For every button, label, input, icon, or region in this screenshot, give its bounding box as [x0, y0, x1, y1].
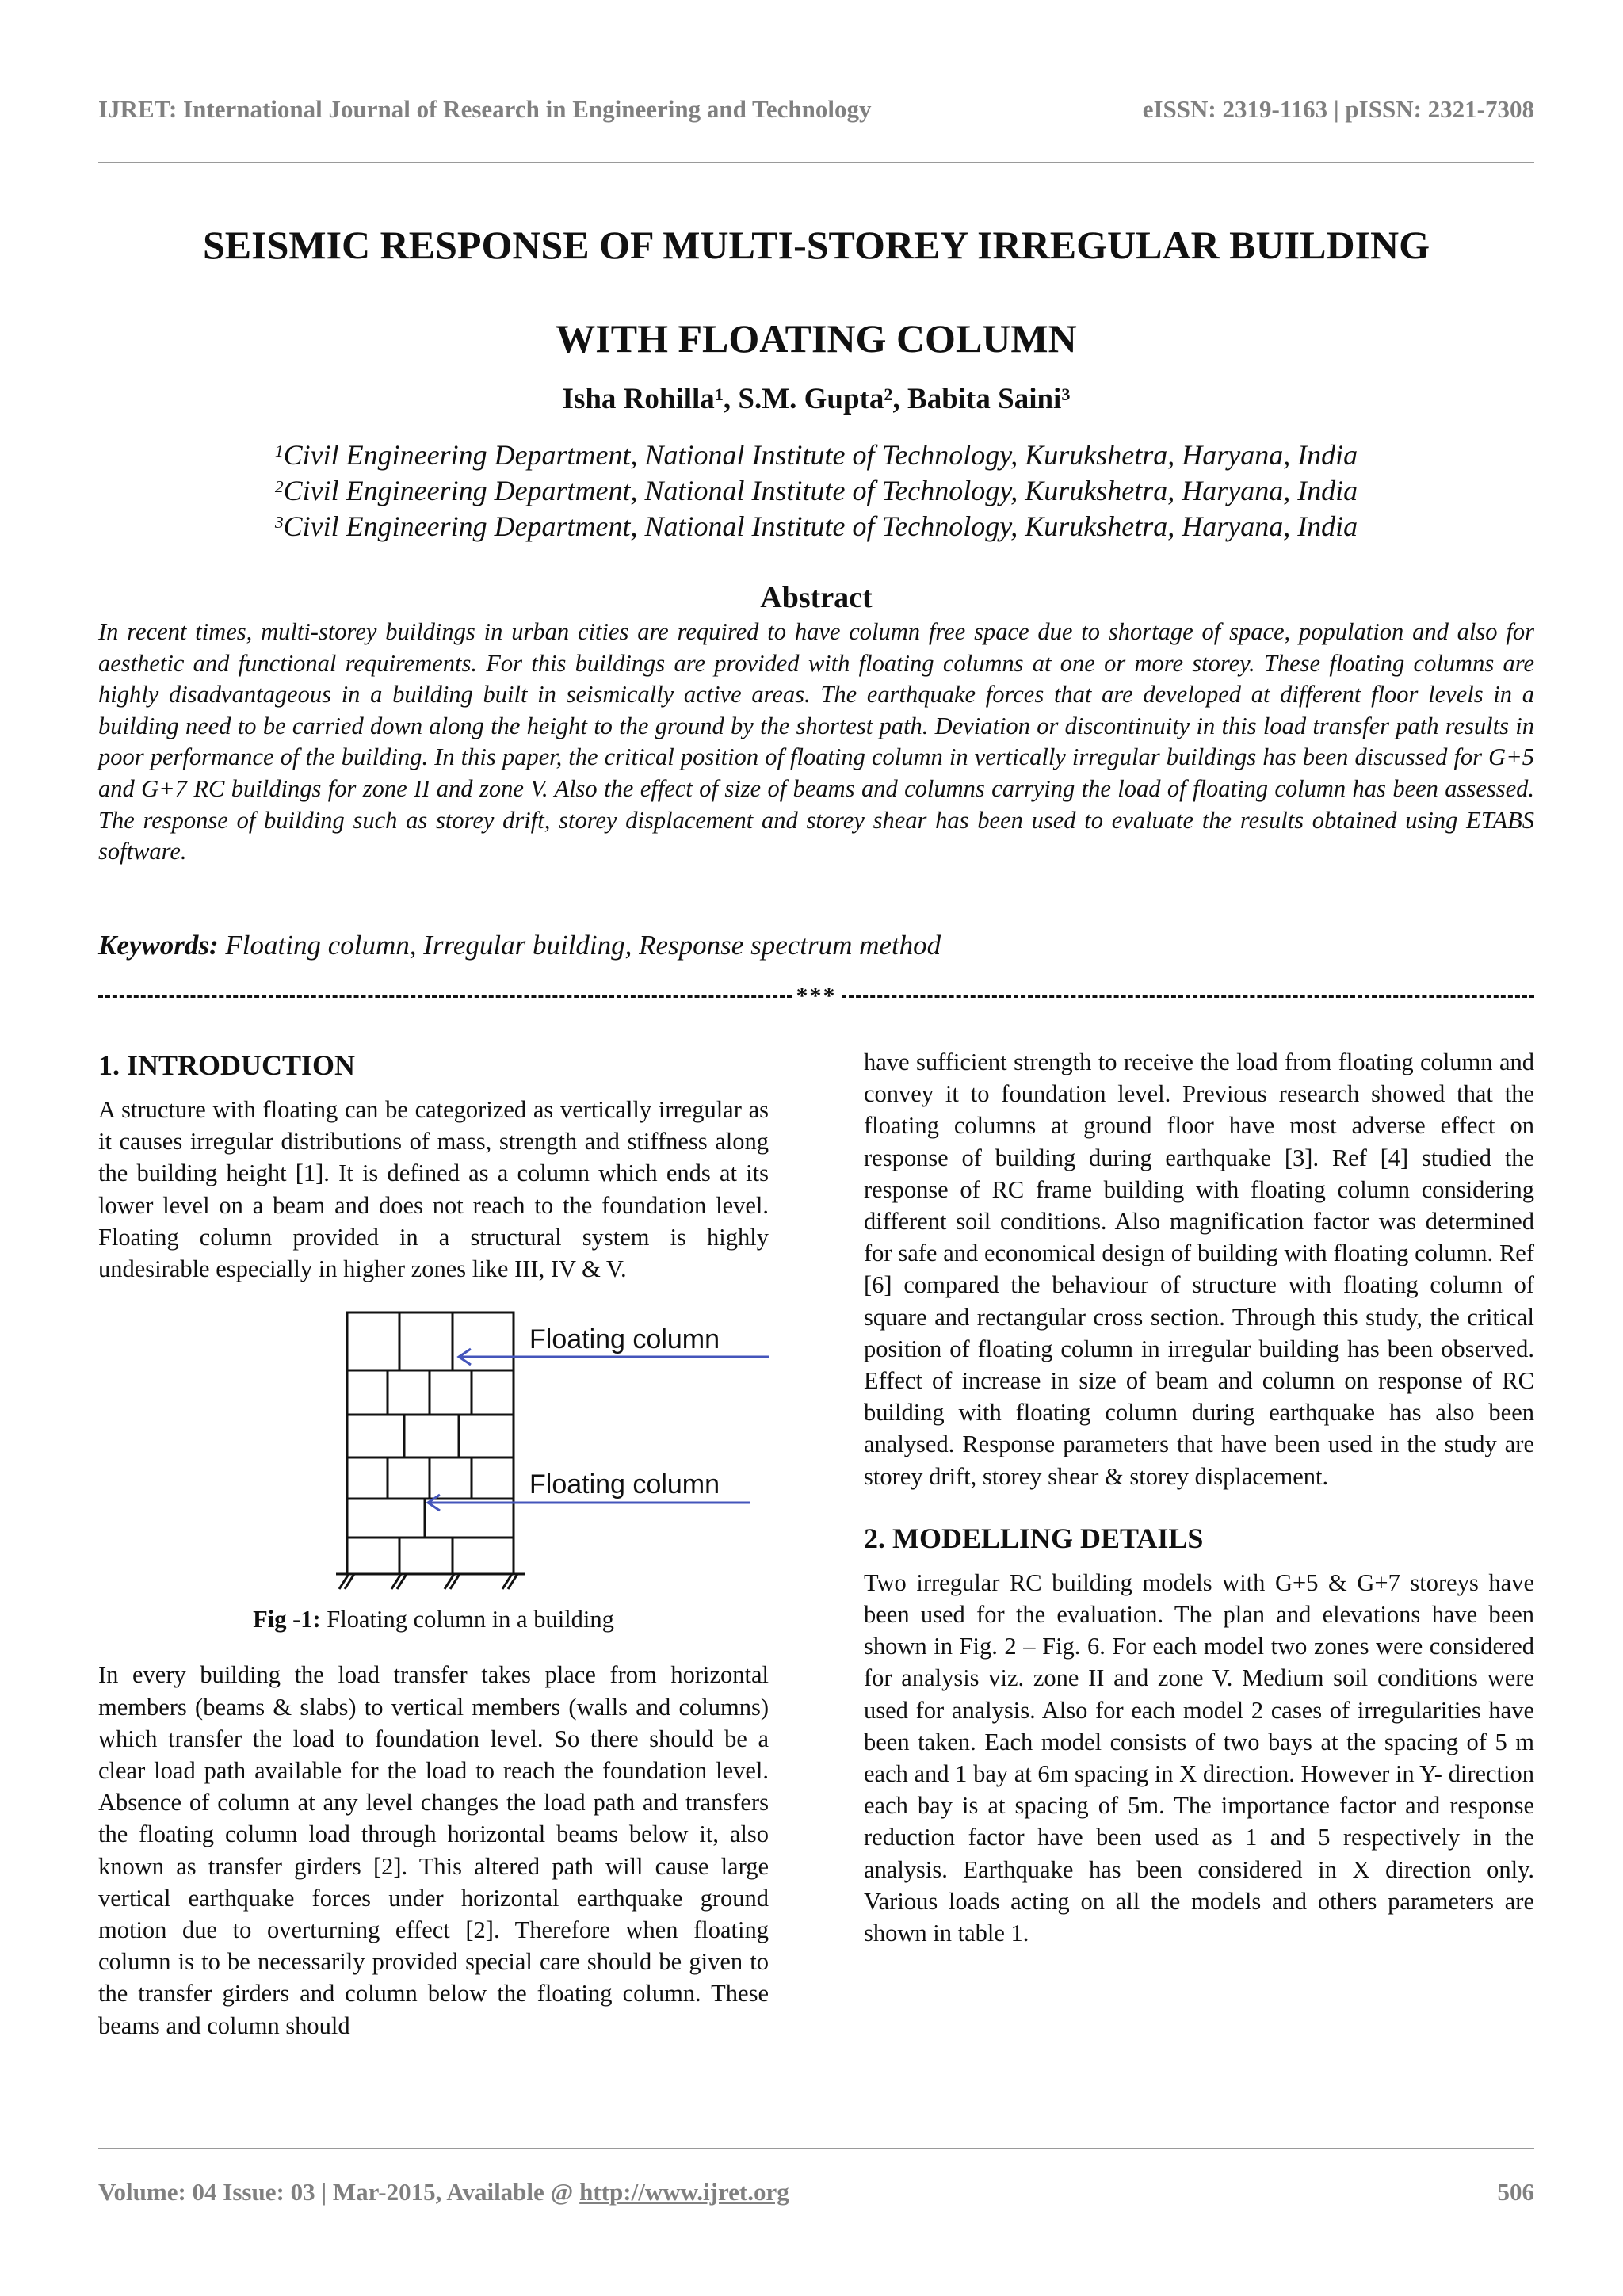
author-1: Isha Rohilla	[562, 383, 715, 415]
label-floating-column-lower: Floating column	[529, 1469, 720, 1500]
author-2-sup: 2	[884, 384, 893, 405]
keywords-text: Floating column, Irregular building, Response spectrum method	[218, 930, 941, 961]
author-2: S.M. Gupta	[738, 383, 884, 415]
floating-column-diagram	[98, 1310, 769, 1602]
introduction-para-3: have sufficient strength to receive the load from floating column and convey it to foundation level. Previous research showed that the floating columns at ground floor have most adverse effect on response of building during earthquake [3]. Ref [4] studied the response of RC frame building with floating column considering different soil conditions. Also magnification factor was determined for safe and economical design of building with floating column. Ref [6] compared the behaviour of structure with floating column of square and rectangular cross section. Through this study, the critical position of floating column in irregular building has been observed. Effect of increase in size of beam and column on response of RC building with floating column during earthquake has also been analysed. Response parameters that have been used in the study are storey drift, storey shear & storey displacement.	[864, 1049, 1534, 1490]
separator-dash-left	[98, 995, 792, 998]
modelling-heading: 2. MODELLING DETAILS	[864, 1522, 1204, 1554]
affiliation-3	[98, 509, 1534, 544]
separator-dash-right	[842, 995, 1535, 998]
header-rule	[98, 162, 1534, 163]
left-column	[98, 1046, 769, 2042]
introduction-heading: 1. INTRODUCTION	[98, 1049, 356, 1081]
affiliation-2-text: Civil Engineering Department, National Institute of Technology, Kurukshetra, Haryana, India	[283, 475, 1358, 506]
building-frame	[347, 1312, 514, 1574]
footer-left	[98, 2178, 789, 2206]
affiliation-1	[98, 437, 1534, 473]
author-1-sup: 1	[714, 384, 724, 405]
affiliation-3-text: Civil Engineering Department, National Institute of Technology, Kurukshetra, Haryana, India	[283, 510, 1358, 542]
author-3-sup: 3	[1061, 384, 1071, 405]
right-column	[864, 1046, 1534, 1949]
title-line-2: WITH FLOATING COLUMN	[556, 316, 1077, 361]
figure-1-caption-label: Fig -1:	[253, 1606, 321, 1633]
title-line-1: SEISMIC RESPONSE OF MULTI-STOREY IRREGULAR BUILDING	[202, 223, 1430, 267]
affiliation-1-sup: 1	[274, 441, 284, 461]
volume-info: Volume: 04 Issue: 03 | Mar-2015, Available @	[98, 2178, 580, 2206]
figure-1	[98, 1310, 769, 1602]
ground-supports	[336, 1574, 525, 1589]
affiliation-1-text: Civil Engineering Department, National Institute of Technology, Kurukshetra, Haryana, India	[283, 439, 1358, 471]
issn: eISSN: 2319-1163 | pISSN: 2321-7308	[1142, 95, 1534, 123]
running-header	[98, 95, 1534, 124]
separator-stars: ***	[796, 983, 837, 1009]
figure-1-caption	[98, 1603, 769, 1635]
introduction-para-2: In every building the load transfer takes place from horizontal members (beams & slabs) to vertical members (walls and columns) which transfer the load to foundation level. So there should be a clear load path available for the load to reach the foundation level. Absence of column at any level changes the load path and transfers the floating column load through horizontal beams below it, also known as transfer girders [2]. This altered path will cause large vertical earthquake forces under horizontal earthquake ground motion due to overturning effect [2]. Therefore when floating column is to be necessarily provided special care should be given to the transfer girders and column below the floating column. These beams and column should	[98, 1661, 769, 2039]
frame-outline	[347, 1312, 514, 1574]
journal-url-link[interactable]: http://www.ijret.org	[579, 2178, 789, 2206]
section-separator	[98, 980, 1534, 1012]
keywords	[98, 930, 1534, 961]
affiliation-2	[98, 473, 1534, 509]
page-number: 506	[1497, 2178, 1534, 2206]
affiliation-2-sup: 2	[274, 477, 284, 497]
journal-name: IJRET: International Journal of Research in Engineering and Technology	[98, 95, 872, 123]
label-floating-column-upper: Floating column	[529, 1324, 720, 1355]
author-3: Babita Saini	[907, 383, 1062, 415]
introduction-para-1: A structure with floating can be categorized as vertically irregular as it causes irregular distributions of mass, strength and stiffness along the building height [1]. It is defined as a column which ends at its lower level on a beam and does not reach to the foundation level. Floating column provided in a structural system is highly undesirable especially in higher zones like III, IV & V.	[98, 1096, 769, 1283]
abstract-heading: Abstract	[760, 581, 873, 614]
figure-1-caption-text: Floating column in a building	[320, 1606, 614, 1633]
footer-rule	[98, 2148, 1534, 2149]
keywords-label: Keywords:	[98, 930, 219, 961]
paper-title	[98, 198, 1534, 385]
running-footer	[98, 2178, 1534, 2206]
abstract-body: In recent times, multi-storey buildings in urban cities are required to have column free space due to shortage of space, population and also for aesthetic and functional requirements. For this buildings are provided with floating columns at one or more storey. These floating columns are highly disadvantageous in a building built in seismically active areas. The earthquake forces that are developed at different floor levels in a building need to be carried down along the height to the ground by the shortest path. Deviation or discontinuity in this load transfer path results in poor performance of the building. In this paper, the critical position of floating column in vertically irregular buildings has been discussed for G+5 and G+7 RC buildings for zone II and zone V. Also the effect of size of beams and columns carrying the load of floating column has been assessed. The response of building such as storey drift, storey displacement and storey shear has been used to evaluate the results obtained using ETABS software.	[98, 618, 1534, 865]
author-sep-2: ,	[892, 383, 908, 415]
author-sep-1: ,	[723, 383, 739, 415]
modelling-para-1: Two irregular RC building models with G+5 & G+7 storeys have been used for the evaluation. The plan and elevations have been shown in Fig. 2 – Fig. 6. For each model two zones were considered for analysis viz. zone II and zone V. Medium soil conditions were used for analysis. Also for each model 2 cases of irregularities have been taken. Each model consists of two bays at the spacing of 5 m each and 1 bay at 6m spacing in X direction. However in Y- direction each bay is at spacing of 5m. The importance factor and response reduction factor have been used as 1 and 5 respectively in the analysis. Earthquake has been considered in X direction only. Various loads acting on all the models and others parameters are shown in table 1.	[864, 1568, 1534, 1947]
affiliations	[98, 437, 1534, 544]
affiliation-3-sup: 3	[274, 513, 284, 533]
authors	[98, 382, 1534, 416]
